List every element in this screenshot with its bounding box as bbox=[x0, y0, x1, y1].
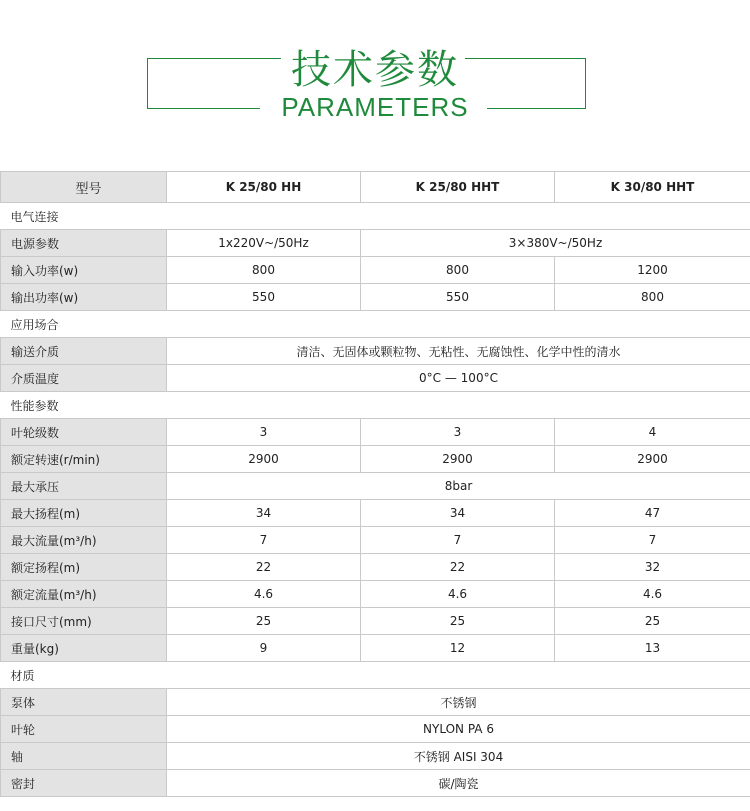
cell-value: 7 bbox=[167, 527, 361, 554]
row-label: 介质温度 bbox=[1, 365, 167, 392]
cell-value: 3×380V~/50Hz bbox=[361, 230, 750, 257]
cell-value: NYLON PA 6 bbox=[167, 716, 750, 743]
cell-value: 0°C — 100°C bbox=[167, 365, 750, 392]
cell-value: 不锈钢 bbox=[167, 689, 750, 716]
model-name: K 25/80 HHT bbox=[361, 172, 555, 203]
cell-value: 不锈钢 AISI 304 bbox=[167, 743, 750, 770]
table-row bbox=[1, 770, 750, 797]
section-row bbox=[1, 203, 750, 230]
cell-value: 2900 bbox=[555, 446, 750, 473]
cell-value: 4.6 bbox=[361, 581, 555, 608]
row-label: 额定扬程(m) bbox=[1, 554, 167, 581]
cell-value: 22 bbox=[167, 554, 361, 581]
table-row bbox=[1, 554, 750, 581]
cell-value: 550 bbox=[361, 284, 555, 311]
cell-value: 1200 bbox=[555, 257, 750, 284]
row-label: 输入功率(w) bbox=[1, 257, 167, 284]
section-row bbox=[1, 311, 750, 338]
cell-value: 7 bbox=[555, 527, 750, 554]
row-label: 轴 bbox=[1, 743, 167, 770]
row-label: 输出功率(w) bbox=[1, 284, 167, 311]
cell-value: 34 bbox=[361, 500, 555, 527]
page-subtitle: PARAMETERS bbox=[281, 92, 469, 122]
table-row bbox=[1, 338, 750, 365]
cell-value: 清洁、无固体或颗粒物、无粘性、无腐蚀性、化学中性的清水 bbox=[167, 338, 750, 365]
row-label: 密封 bbox=[1, 770, 167, 797]
table-header-row bbox=[1, 172, 750, 203]
cell-value: 32 bbox=[555, 554, 750, 581]
row-label: 输送介质 bbox=[1, 338, 167, 365]
cell-value: 25 bbox=[167, 608, 361, 635]
cell-value: 800 bbox=[361, 257, 555, 284]
table-row bbox=[1, 365, 750, 392]
cell-value: 1x220V~/50Hz bbox=[167, 230, 361, 257]
table-row bbox=[1, 689, 750, 716]
model-name: K 30/80 HHT bbox=[555, 172, 750, 203]
cell-value: 4.6 bbox=[555, 581, 750, 608]
cell-value: 3 bbox=[167, 419, 361, 446]
row-label: 接口尺寸(mm) bbox=[1, 608, 167, 635]
cell-value: 碳/陶瓷 bbox=[167, 770, 750, 797]
table-row bbox=[1, 473, 750, 500]
section-material: 材质 bbox=[1, 662, 750, 689]
cell-value: 2900 bbox=[361, 446, 555, 473]
cell-value: 800 bbox=[555, 284, 750, 311]
section-electrical: 电气连接 bbox=[1, 203, 750, 230]
cell-value: 12 bbox=[361, 635, 555, 662]
table-row bbox=[1, 743, 750, 770]
table-row bbox=[1, 446, 750, 473]
row-label: 额定转速(r/min) bbox=[1, 446, 167, 473]
section-application: 应用场合 bbox=[1, 311, 750, 338]
cell-value: 800 bbox=[167, 257, 361, 284]
model-name: K 25/80 HH bbox=[167, 172, 361, 203]
cell-value: 13 bbox=[555, 635, 750, 662]
row-label: 泵体 bbox=[1, 689, 167, 716]
section-row bbox=[1, 392, 750, 419]
table-row bbox=[1, 608, 750, 635]
cell-value: 7 bbox=[361, 527, 555, 554]
table-row bbox=[1, 419, 750, 446]
page-title: 技术参数 bbox=[291, 47, 459, 93]
row-label: 重量(kg) bbox=[1, 635, 167, 662]
section-performance: 性能参数 bbox=[1, 392, 750, 419]
row-label: 最大流量(m³/h) bbox=[1, 527, 167, 554]
model-label: 型号 bbox=[1, 172, 167, 203]
cell-value: 8bar bbox=[167, 473, 750, 500]
table-row bbox=[1, 500, 750, 527]
cell-value: 22 bbox=[361, 554, 555, 581]
cell-value: 550 bbox=[167, 284, 361, 311]
row-label: 额定流量(m³/h) bbox=[1, 581, 167, 608]
cell-value: 9 bbox=[167, 635, 361, 662]
cell-value: 4 bbox=[555, 419, 750, 446]
table-row bbox=[1, 527, 750, 554]
table-row bbox=[1, 716, 750, 743]
row-label: 叶轮级数 bbox=[1, 419, 167, 446]
row-label: 最大扬程(m) bbox=[1, 500, 167, 527]
table-row bbox=[1, 635, 750, 662]
table-row bbox=[1, 284, 750, 311]
section-row bbox=[1, 662, 750, 689]
row-label: 电源参数 bbox=[1, 230, 167, 257]
cell-value: 4.6 bbox=[167, 581, 361, 608]
cell-value: 3 bbox=[361, 419, 555, 446]
row-label: 叶轮 bbox=[1, 716, 167, 743]
cell-value: 25 bbox=[361, 608, 555, 635]
table-row bbox=[1, 581, 750, 608]
cell-value: 2900 bbox=[167, 446, 361, 473]
cell-value: 47 bbox=[555, 500, 750, 527]
row-label: 最大承压 bbox=[1, 473, 167, 500]
parameters-table bbox=[0, 171, 750, 797]
table-row bbox=[1, 257, 750, 284]
table-row bbox=[1, 230, 750, 257]
cell-value: 34 bbox=[167, 500, 361, 527]
cell-value: 25 bbox=[555, 608, 750, 635]
